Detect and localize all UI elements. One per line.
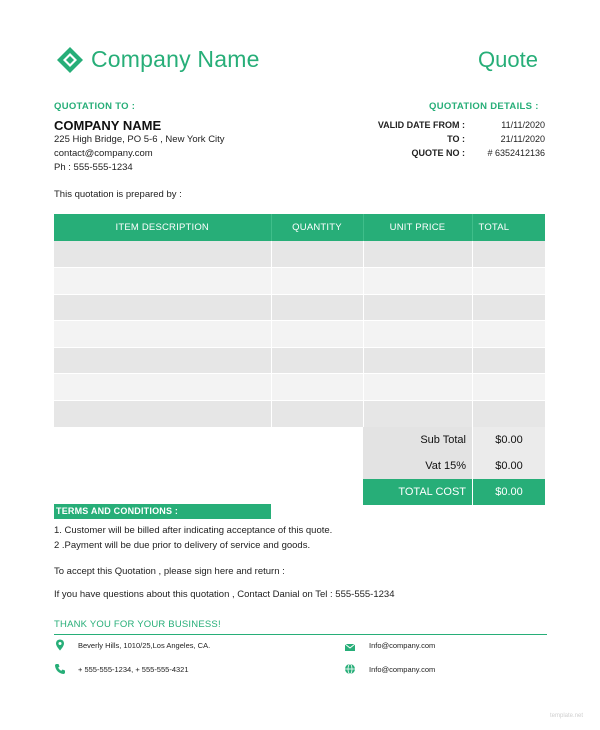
valid-to-label: TO :	[447, 134, 465, 144]
thank-you-text: THANK YOU FOR YOUR BUSINESS!	[54, 619, 221, 630]
item-description-cell[interactable]	[54, 321, 271, 348]
table-row	[54, 294, 545, 321]
column-header-item-description: ITEM DESCRIPTION	[54, 214, 271, 241]
company-logo-icon	[56, 46, 84, 74]
location-pin-icon	[54, 639, 66, 651]
items-table	[54, 214, 546, 428]
quotation-details-label: QUOTATION DETAILS :	[429, 101, 539, 112]
quantity-cell[interactable]	[271, 294, 363, 321]
vat-row	[363, 453, 545, 479]
unit-price-cell[interactable]	[363, 294, 472, 321]
table-row	[54, 241, 545, 268]
total-cell[interactable]	[472, 401, 545, 428]
total-cell[interactable]	[472, 294, 545, 321]
quote-number-value: # 6352412136	[487, 148, 545, 158]
vat-label: Vat 15%	[363, 453, 472, 479]
footer-address: Beverly Hills, 1010/25,Los Angeles, CA.	[78, 641, 211, 650]
company-title: Company Name	[91, 46, 260, 72]
table-row	[54, 347, 545, 374]
total-cost-value: $0.00	[472, 479, 545, 505]
terms-line-1: 1. Customer will be billed after indicating acceptance of this quote.	[54, 525, 333, 536]
total-cost-label: TOTAL COST	[363, 479, 472, 505]
unit-price-cell[interactable]	[363, 374, 472, 401]
table-row	[54, 374, 545, 401]
phone-icon	[54, 663, 66, 675]
subtotal-row	[363, 427, 545, 453]
totals-block	[363, 427, 545, 505]
quantity-cell[interactable]	[271, 268, 363, 295]
prepared-by-text: This quotation is prepared by :	[54, 189, 182, 200]
quantity-cell[interactable]	[271, 374, 363, 401]
table-row	[54, 321, 545, 348]
envelope-icon	[344, 641, 356, 653]
footer-email-1[interactable]: Info@company.com	[369, 641, 436, 650]
quantity-cell[interactable]	[271, 241, 363, 268]
table-row	[54, 401, 545, 428]
unit-price-cell[interactable]	[363, 241, 472, 268]
subtotal-label: Sub Total	[363, 427, 472, 453]
terms-line-2: 2 .Payment will be due prior to delivery of service and goods.	[54, 540, 311, 551]
item-description-cell[interactable]	[54, 374, 271, 401]
terms-title: TERMS AND CONDITIONS :	[54, 504, 271, 519]
accept-instruction: To accept this Quotation , please sign here and return :	[54, 566, 285, 577]
client-company-name: COMPANY NAME	[54, 118, 162, 133]
quantity-cell[interactable]	[271, 401, 363, 428]
unit-price-cell[interactable]	[363, 401, 472, 428]
table-row	[54, 268, 545, 295]
total-cell[interactable]	[472, 268, 545, 295]
unit-price-cell[interactable]	[363, 347, 472, 374]
column-header-total: TOTAL	[472, 214, 545, 241]
items-header-row	[54, 214, 545, 241]
quote-number-label: QUOTE NO :	[411, 148, 465, 158]
total-cell[interactable]	[472, 347, 545, 374]
total-cost-row	[363, 479, 545, 505]
valid-from-label: VALID DATE FROM :	[377, 120, 465, 130]
client-phone: Ph : 555-555-1234	[54, 162, 133, 173]
footer-divider	[54, 634, 547, 635]
footer-phones: + 555-555-1234, + 555-555-4321	[78, 665, 189, 674]
total-cell[interactable]	[472, 241, 545, 268]
unit-price-cell[interactable]	[363, 321, 472, 348]
quotation-to-label: QUOTATION TO :	[54, 101, 136, 112]
client-address: 225 High Bridge, PO 5-6 , New York City	[54, 134, 225, 145]
column-header-unit-price: UNIT PRICE	[363, 214, 472, 241]
unit-price-cell[interactable]	[363, 268, 472, 295]
item-description-cell[interactable]	[54, 294, 271, 321]
watermark: template.net	[550, 713, 584, 719]
globe-icon	[344, 663, 356, 675]
quantity-cell[interactable]	[271, 347, 363, 374]
total-cell[interactable]	[472, 374, 545, 401]
subtotal-value: $0.00	[472, 427, 545, 453]
quantity-cell[interactable]	[271, 321, 363, 348]
valid-to-value: 21/11/2020	[500, 134, 545, 144]
client-email: contact@company.com	[54, 148, 153, 159]
column-header-quantity: QUANTITY	[271, 214, 363, 241]
item-description-cell[interactable]	[54, 347, 271, 374]
item-description-cell[interactable]	[54, 268, 271, 295]
questions-contact: If you have questions about this quotation , Contact Danial on Tel : 555-555-1234	[54, 589, 395, 600]
total-cell[interactable]	[472, 321, 545, 348]
item-description-cell[interactable]	[54, 241, 271, 268]
document-title: Quote	[478, 47, 538, 72]
valid-from-value: 11/11/2020	[501, 120, 545, 130]
footer-email-2[interactable]: Info@company.com	[369, 665, 436, 674]
item-description-cell[interactable]	[54, 401, 271, 428]
vat-value: $0.00	[472, 453, 545, 479]
